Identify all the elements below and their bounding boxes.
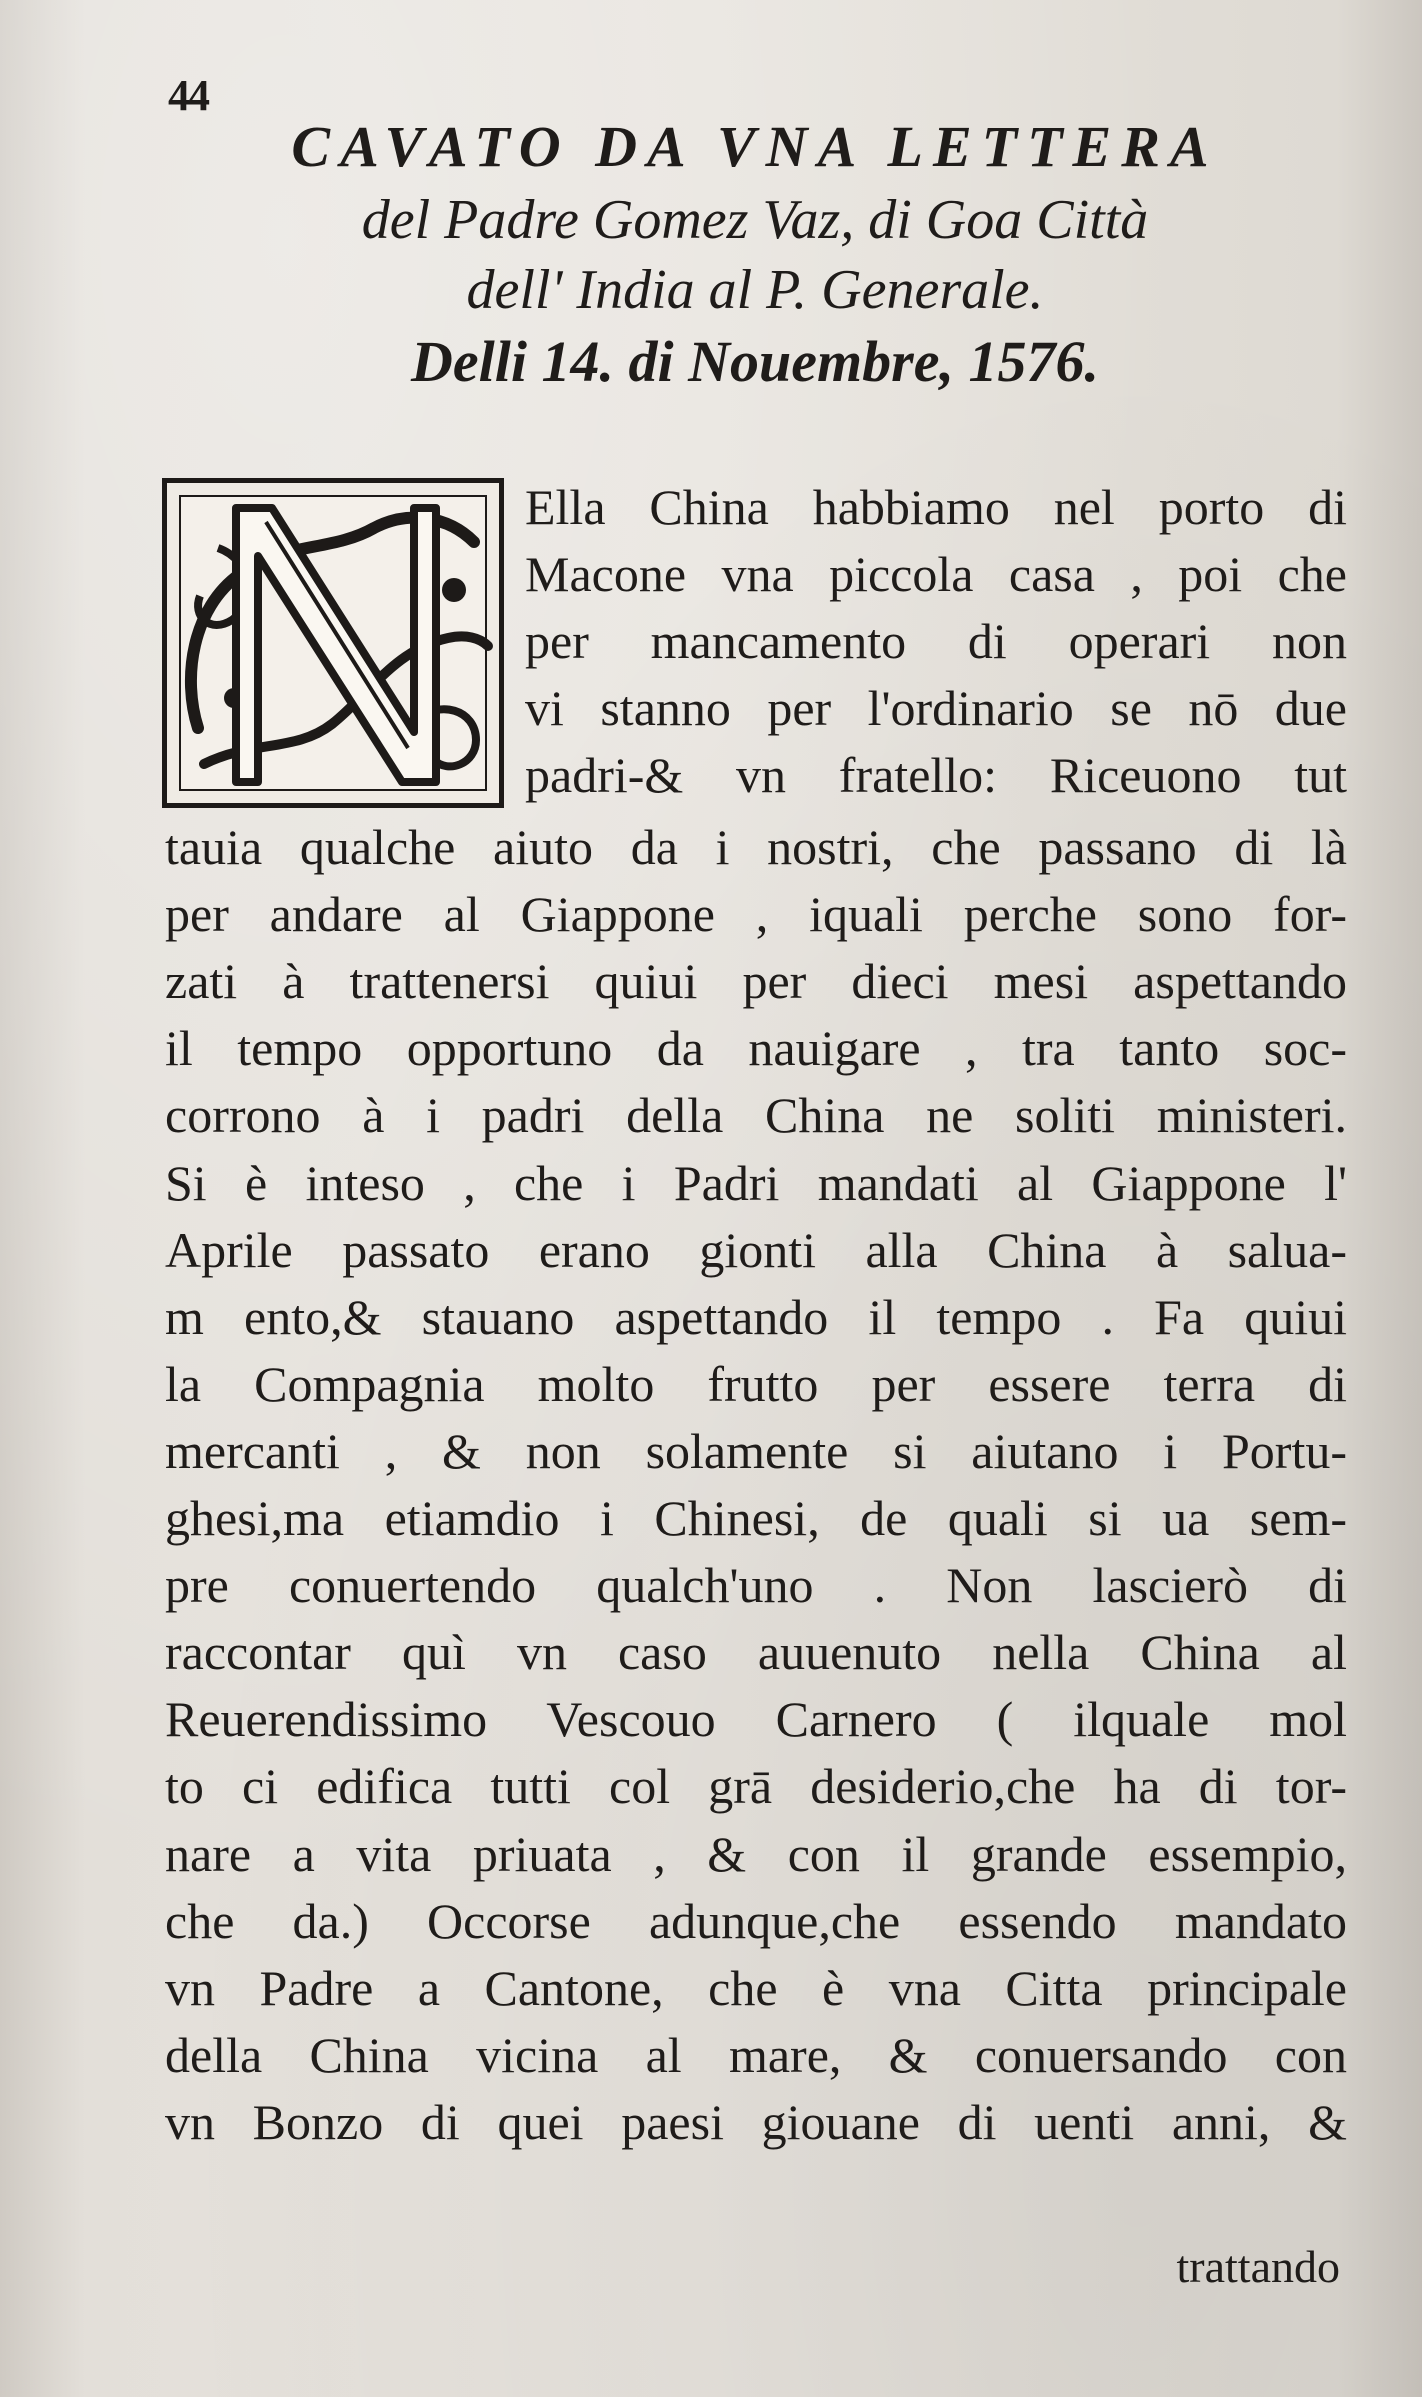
body-line-19: Reuerendissimo Vescouo Carnero ( ilquale mol (165, 1691, 1347, 1747)
body-line-2: Macone vna piccola casa , poi che (525, 546, 1347, 602)
body-line-16: ghesi,ma etiamdio i Chinesi, de quali si ua sem- (165, 1490, 1347, 1546)
body-line-6: tauia qualche aiuto da i nostri, che passano di là (165, 819, 1347, 875)
body-line-20: to ci edifica tutti col grā desiderio,che ha di tor- (165, 1758, 1347, 1814)
heading-line-2: del Padre Gomez Vaz, di Goa Città (361, 189, 1149, 251)
body-line-21: nare a vita priuata , & con il grande essempio, (165, 1826, 1347, 1882)
heading-date: Delli 14. di Nouembre, 1576. (411, 329, 1099, 394)
heading-title: CAVATO DA VNA LETTERA (291, 114, 1219, 179)
body-line-1: Ella China habbiamo nel porto di (525, 479, 1347, 535)
page-number: 44 (168, 71, 208, 120)
body-line-14: la Compagnia molto frutto per essere terra di (165, 1356, 1347, 1412)
body-line-11: Si è inteso , che i Padri mandati al Giappone l' (165, 1155, 1347, 1211)
body-line-15: mercanti , & non solamente si aiutano i Portu- (165, 1423, 1347, 1479)
ornament-initial-icon (162, 478, 504, 808)
body-line-4: vi stanno per l'ordinario se nō due (525, 680, 1347, 736)
body-line-13: m ento,& stauano aspettando il tempo . Fa quiui (165, 1289, 1347, 1345)
body-line-25: vn Bonzo di quei paesi giouane di uenti anni, & (165, 2094, 1347, 2150)
body-line-22: che da.) Occorse adunque,che essendo mandato (165, 1893, 1347, 1949)
body-line-5: padri-& vn fratello: Riceuono tut (525, 747, 1347, 803)
body-line-9: il tempo opportuno da nauigare , tra tanto soc- (165, 1020, 1347, 1076)
body-line-17: pre conuertendo qualch'uno . Non lascierò di (165, 1557, 1347, 1613)
body-line-8: zati à trattenersi quiui per dieci mesi aspettando (165, 953, 1347, 1009)
body-line-3: per mancamento di operari non (525, 613, 1347, 669)
catchword: trattando (1176, 2241, 1340, 2292)
heading-line-3: dell' India al P. Generale. (466, 259, 1044, 321)
decorated-initial (162, 478, 504, 808)
body-line-10: corrono à i padri della China ne soliti ministeri. (165, 1087, 1347, 1143)
body-line-23: vn Padre a Cantone, che è vna Citta principale (165, 1960, 1347, 2016)
body-line-7: per andare al Giappone , iquali perche sono for- (165, 886, 1347, 942)
body-line-18: raccontar quì vn caso auuenuto nella China al (165, 1624, 1347, 1680)
body-line-12: Aprile passato erano gionti alla China à salua- (165, 1222, 1347, 1278)
body-line-24: della China vicina al mare, & conuersando con (165, 2027, 1347, 2083)
